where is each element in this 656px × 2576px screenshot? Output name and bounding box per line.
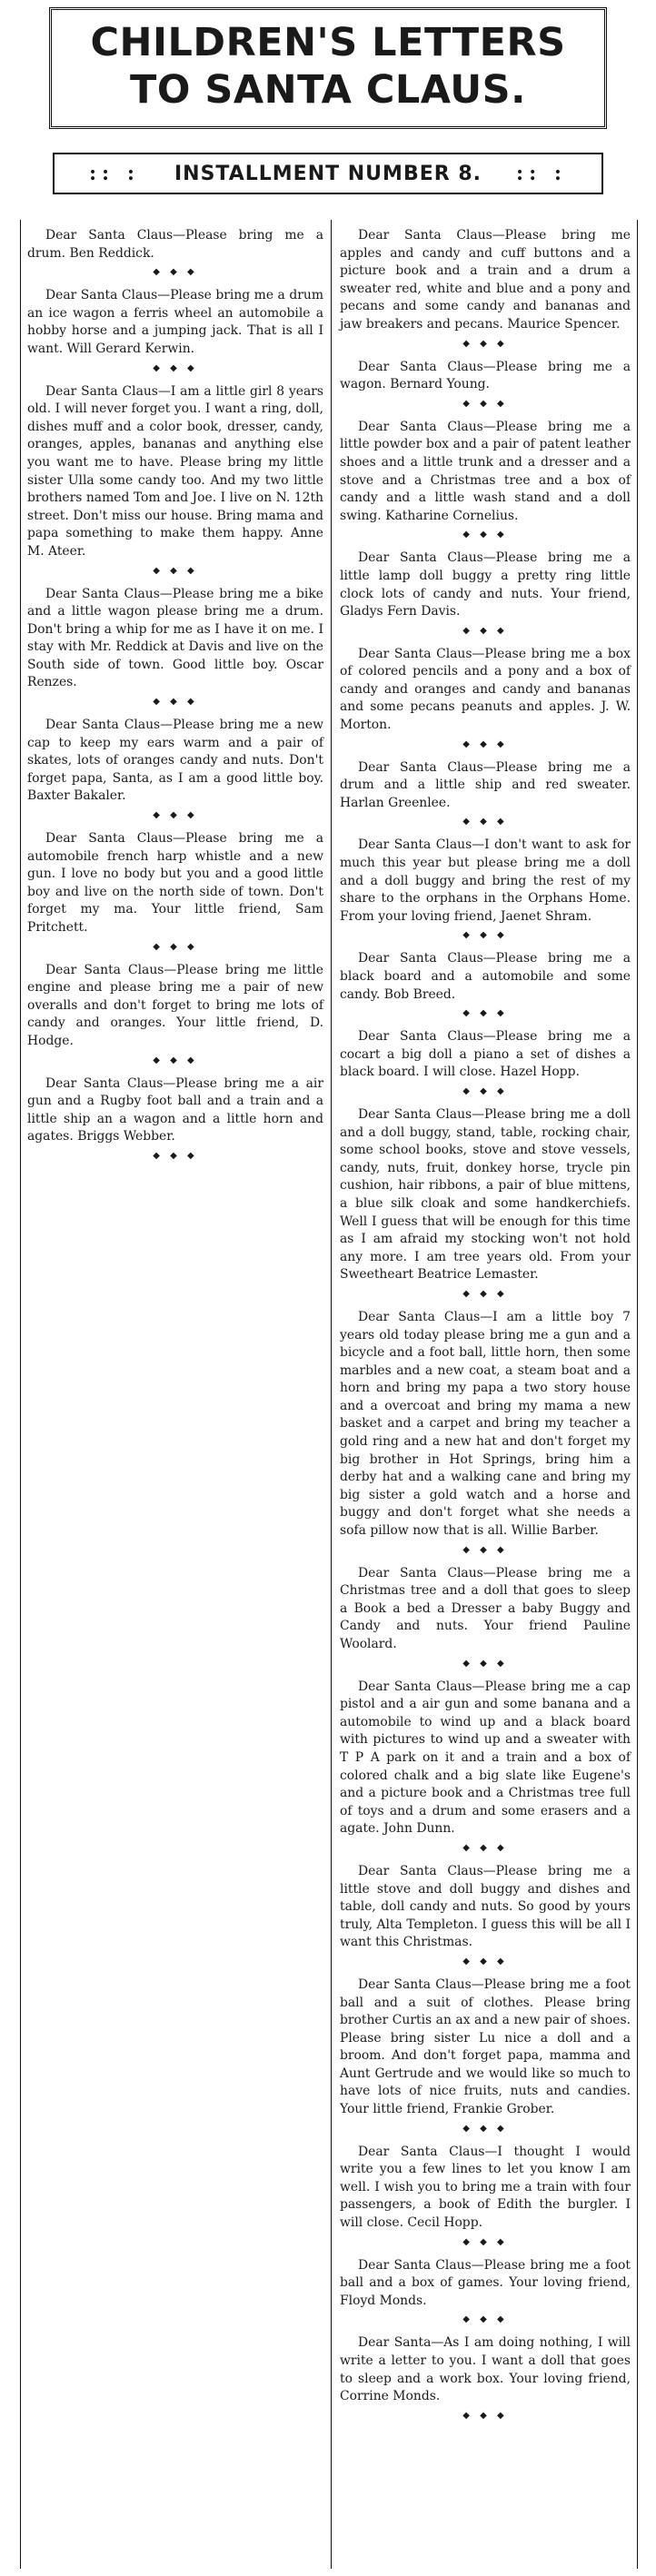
letter-paragraph: Dear Santa Claus—Please bring me a drum an ice wagon a ferris wheel an automobile a hobby horse and a jumping jack. That is all I want. Will Gerard Kerwin. bbox=[27, 288, 323, 356]
letter-paragraph: Dear Santa Claus—Please bring me a little lamp doll buggy a pretty ring little clock lots of candy and nuts. Your friend, Gladys Fern Davis. bbox=[340, 550, 631, 619]
letter-paragraph: Dear Santa Claus—Please bring me a drum and a little ship and red sweater. Harlan Greenlee. bbox=[340, 759, 631, 810]
column-rule-left bbox=[20, 220, 21, 2569]
headline-box bbox=[49, 7, 607, 129]
letter-paragraph: Dear Santa Claus—Please bring me a drum. Ben Reddick. bbox=[27, 228, 323, 261]
newspaper-clipping bbox=[7, 7, 649, 2569]
letter-paragraph: Dear Santa Claus—Please bring me a wagon. Bernard Young. bbox=[340, 359, 631, 392]
diamond-separator-icon: ◆ ◆ ◆ bbox=[462, 530, 508, 540]
headline-line-2: TO SANTA CLAUS. bbox=[130, 67, 526, 113]
diamond-separator-icon: ◆ ◆ ◆ bbox=[462, 1842, 508, 1853]
diamond-separator-icon: ◆ ◆ ◆ bbox=[462, 1544, 508, 1555]
column-rule-right bbox=[637, 220, 638, 2569]
ornament-right-icon: :: : bbox=[516, 162, 568, 185]
letter-paragraph: Dear Santa Claus—Please bring me a automobile french harp whistle and a new gun. I love no body but you and a good little boy and live on the north side of town. Don't forget my ma. Your little friend, Sam Pritchett. bbox=[27, 831, 323, 935]
diamond-separator-icon: ◆ ◆ ◆ bbox=[462, 2123, 508, 2134]
letter-paragraph: Dear Santa Claus—Please bring me a doll and a doll buggy, stand, table, rocking chair, some school books, stove and stove vessels, candy, nuts, fruit, donkey horse, trycle pin cushion, hair ribbons, a pair of blue mittens, a blue silk cloak and some handkerchiefs. Well I guess that will be enough for this time as I am afraid my stocking won't not hold any more. I am tree years old. From your Sweetheart Beatrice Lemaster. bbox=[340, 1106, 631, 1283]
letter-paragraph: Dear Santa Claus—Please bring me a Christmas tree and a doll that goes to sleep a Book a bed a Dresser a baby Buggy and Candy and nuts. Your friend Pauline Woolard. bbox=[340, 1565, 631, 1651]
diamond-separator-icon: ◆ ◆ ◆ bbox=[462, 1288, 508, 1299]
letter-paragraph: Dear Santa Claus—Please bring me a cocart a big doll a piano a set of dishes a black board. I will close. Hazel Hopp. bbox=[340, 1029, 631, 1080]
headline-line-1: CHILDREN'S LETTERS bbox=[90, 20, 566, 65]
diamond-separator-icon: ◆ ◆ ◆ bbox=[153, 267, 198, 278]
letter-paragraph: Dear Santa Claus—I don't want to ask for much this year but please bring me a doll and a doll buggy and bring the rest of my share to the orphans in the Orphans Home. From your loving friend, Jaenet Shram. bbox=[340, 837, 631, 924]
diamond-separator-icon: ◆ ◆ ◆ bbox=[462, 1658, 508, 1669]
diamond-separator-icon: ◆ ◆ ◆ bbox=[153, 697, 198, 708]
column-rule-middle bbox=[331, 220, 332, 2569]
letter-paragraph: Dear Santa Claus—Please bring me a little powder box and a pair of patent leather shoes and a little trunk and a dresser and a stove and a Christmas tree and a box of candy and a little wash stand and a doll swing. Katharine Cornelius. bbox=[340, 419, 631, 523]
diamond-separator-icon: ◆ ◆ ◆ bbox=[153, 1150, 198, 1161]
letter-paragraph: Dear Santa—As I am doing nothing, I will write a letter to you. I want a doll that goes to sleep and a work box. Your loving friend, Corrine Monds. bbox=[340, 2335, 631, 2404]
diamond-separator-icon: ◆ ◆ ◆ bbox=[462, 1956, 508, 1967]
letter-paragraph: Dear Santa Claus—Please bring me a new cap to keep my ears warm and a pair of skates, lots of oranges candy and nuts. Don't forget papa, Santa, as I am a good little boy. Baxter Bakaler. bbox=[27, 718, 323, 804]
letter-paragraph: Dear Santa Claus—Please bring me a cap pistol and a air gun and some banana and a automobile to wind up and a black board with pictures to wind up and a sweater with T P A park on it and a train and a box of colored chalk and a big slate like Eugene's and a picture book and a Christmas tree full of toys and a drum and some erasers and a agate. John Dunn. bbox=[340, 1679, 631, 1837]
letter-paragraph: Dear Santa Claus—Please bring me a foot ball and a box of games. Your loving friend, Floyd Monds. bbox=[340, 2257, 631, 2308]
installment-label: INSTALLMENT NUMBER 8. bbox=[174, 162, 482, 185]
letter-paragraph: Dear Santa Claus—Please bring me a little stove and doll buggy and dishes and table, doll candy and nuts. So good by yours truly, Alta Templeton. I guess this will be all I want this Christmas. bbox=[340, 1863, 631, 1950]
diamond-separator-icon: ◆ ◆ ◆ bbox=[462, 738, 508, 749]
letter-paragraph: Dear Santa Claus—Please bring me apples and candy and cuff buttons and a picture book and a train and a drum a sweater red, white and blue and a pony and pecans and some candy and bananas and jaw breakers and pecans. Maurice Spencer. bbox=[340, 228, 631, 332]
letter-paragraph: Dear Santa Claus—Please bring me a bike and a little wagon please bring me a drum. Don't bring a whip for me as I have it on me. I stay with Mr. Reddick at Davis and live on the South side of town. Good little boy. Oscar Renzes. bbox=[27, 586, 323, 690]
letters-column-2 bbox=[340, 227, 631, 2431]
diamond-separator-icon: ◆ ◆ ◆ bbox=[153, 810, 198, 821]
ornament-left-icon: :: : bbox=[88, 162, 140, 185]
letter-paragraph: Dear Santa Claus—I am a little boy 7 years old today please bring me a gun and a bicycle and a foot ball, little horn, then some marbles and a new coat, a steam boat and a horn and bring my papa a two story house and a overcoat and bring my mama a new basket and a carpet and bring my teacher a gold ring and a new hat and don't forget my big brother in Hot Springs, bring him a derby hat and a walking cane and bring my big sister a gold watch and a horse and buggy and don't forget what she needs a sofa pillow now that is all. Willie Barber. bbox=[340, 1309, 631, 1539]
letter-paragraph: Dear Santa Claus—Please bring me a air gun and a Rugby foot ball and a train and a little ship an a wagon and a little horn and agates. Briggs Webber. bbox=[27, 1075, 323, 1144]
diamond-separator-icon: ◆ ◆ ◆ bbox=[153, 1055, 198, 1065]
diamond-separator-icon: ◆ ◆ ◆ bbox=[462, 2236, 508, 2247]
diamond-separator-icon: ◆ ◆ ◆ bbox=[462, 625, 508, 636]
diamond-separator-icon: ◆ ◆ ◆ bbox=[462, 817, 508, 827]
letter-paragraph: Dear Santa Claus—Please bring me little engine and please bring me a pair of new overalls and don't forget to bring me lots of candy and oranges. Your little friend, D. Hodge. bbox=[27, 962, 323, 1048]
letters-column-1 bbox=[27, 227, 323, 1171]
diamond-separator-icon: ◆ ◆ ◆ bbox=[462, 2314, 508, 2325]
diamond-separator-icon: ◆ ◆ ◆ bbox=[153, 941, 198, 952]
letter-paragraph: Dear Santa Claus—Please bring me a box of colored pencils and a pony and a box of candy and oranges and candy and bananas and some pecans peanuts and apples. J. W. Morton. bbox=[340, 646, 631, 733]
diamond-separator-icon: ◆ ◆ ◆ bbox=[462, 1085, 508, 1096]
diamond-separator-icon: ◆ ◆ ◆ bbox=[153, 362, 198, 373]
diamond-separator-icon: ◆ ◆ ◆ bbox=[462, 338, 508, 349]
diamond-separator-icon: ◆ ◆ ◆ bbox=[462, 2410, 508, 2421]
diamond-separator-icon: ◆ ◆ ◆ bbox=[462, 930, 508, 941]
diamond-separator-icon: ◆ ◆ ◆ bbox=[462, 1008, 508, 1019]
letter-paragraph: Dear Santa Claus—I am a little girl 8 years old. I will never forget you. I want a ring, doll, dishes muff and a color book, dresser, candy, oranges, apples, bananas and anything else you want me to have. Please bring my little sister Ulla some candy too. And my two little brothers named Tom and Joe. I live on N. 12th street. Don't miss our house. Bring mama and papa something to make them happy. Anne M. Ateer. bbox=[27, 383, 323, 559]
letter-paragraph: Dear Santa Claus—Please bring me a black board and a automobile and some candy. Bob Breed. bbox=[340, 951, 631, 1002]
letters-columns bbox=[7, 220, 649, 2569]
letter-paragraph: Dear Santa Claus—Please bring me a foot ball and a suit of clothes. Please bring brother Curtis an ax and a new pair of shoes. Please bring sister Lu nice a doll and a broom. And don't forget papa, mamma and Aunt Gertrude and we would like so much to have lots of nice fruits, nuts and candies. Your little friend, Frankie Grober. bbox=[340, 1977, 631, 2117]
diamond-separator-icon: ◆ ◆ ◆ bbox=[462, 398, 508, 409]
diamond-separator-icon: ◆ ◆ ◆ bbox=[153, 565, 198, 576]
installment-banner bbox=[53, 153, 603, 194]
letter-paragraph: Dear Santa Claus—I thought I would write you a few lines to let you know I am well. I wish you to bring me a train with four passengers, a book of Edith the burgler. I will close. Cecil Hopp. bbox=[340, 2144, 631, 2231]
